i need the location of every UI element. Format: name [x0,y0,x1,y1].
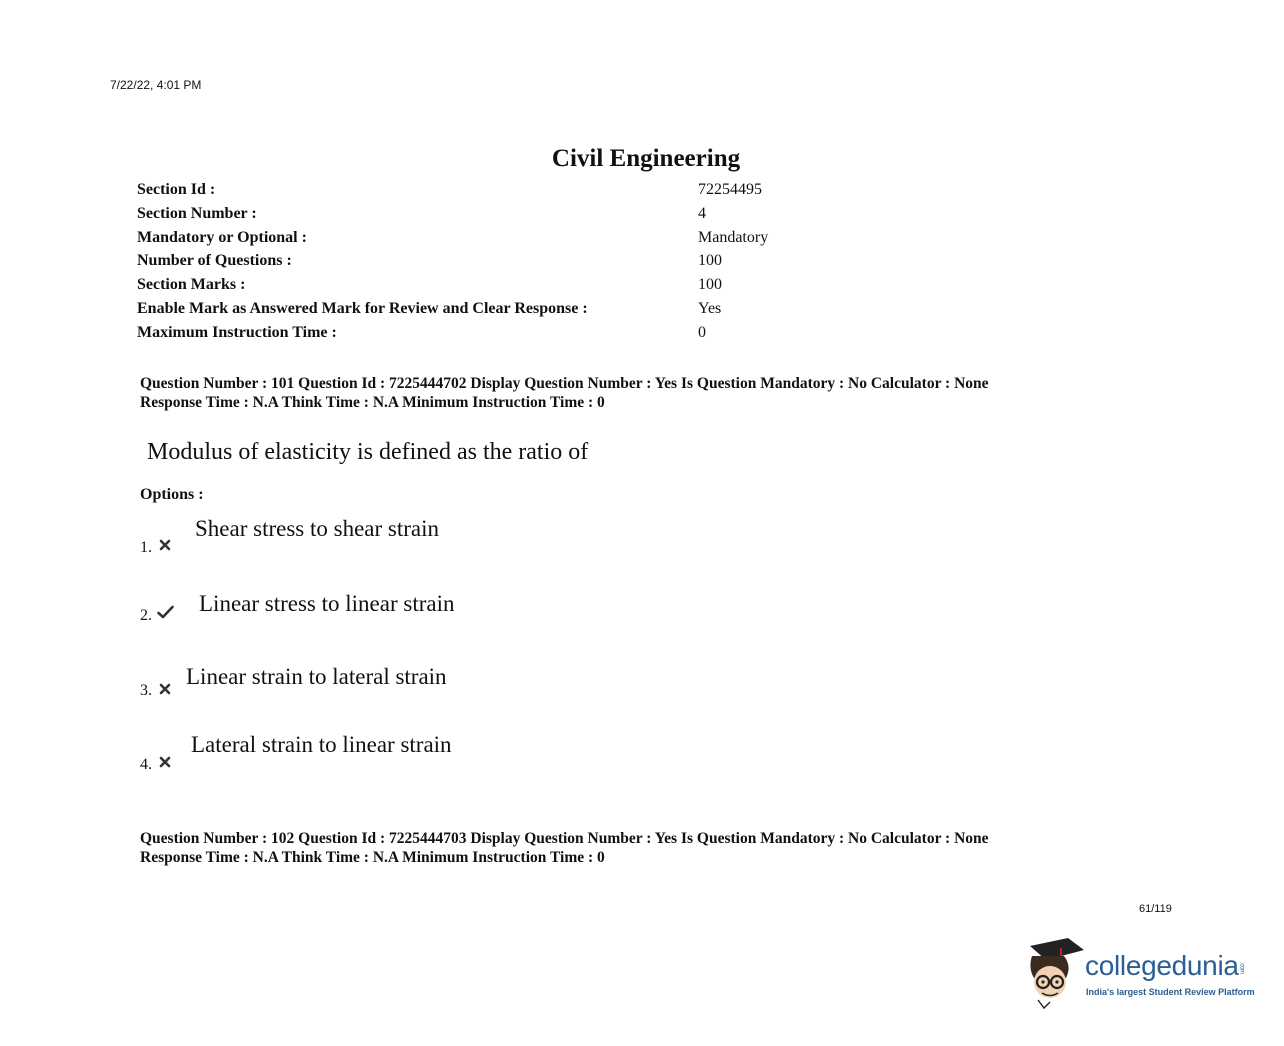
option-text: Lateral strain to linear strain [191,732,452,757]
num-questions-value: 100 [698,252,722,269]
cross-icon [159,538,171,556]
max-instruction-value: 0 [698,324,706,341]
cross-icon [159,755,171,773]
logo-wordmark [1085,950,1245,982]
option-number: 1. [140,539,152,556]
check-icon [157,605,174,624]
mandatory-value: Mandatory [698,229,769,246]
question-meta-line: Question Number : 102 Question Id : 7225444703 Display Question Number : Yes Is Question Mandatory : No Calculator : None [140,830,989,847]
logo-mascot-icon [1024,938,1086,1015]
section-id-value: 72254495 [698,181,762,198]
max-instruction-label: Maximum Instruction Time : [137,324,337,341]
mandatory-label: Mandatory or Optional : [137,229,307,246]
enable-mark-label: Enable Mark as Answered Mark for Review and Clear Response : [137,300,588,317]
options-label: Options : [140,486,204,503]
question-text: Modulus of elasticity is defined as the ratio of [147,439,589,465]
question-meta-line: Response Time : N.A Think Time : N.A Minimum Instruction Time : 0 [140,394,605,411]
question-meta-line: Response Time : N.A Think Time : N.A Minimum Instruction Time : 0 [140,849,605,866]
option-text: Shear stress to shear strain [195,516,439,541]
print-timestamp: 7/22/22, 4:01 PM [110,78,202,92]
section-number-label: Section Number : [137,205,257,222]
section-title: Civil Engineering [551,145,741,172]
section-id-label: Section Id : [137,181,216,198]
num-questions-label: Number of Questions : [137,252,292,269]
section-marks-label: Section Marks : [137,276,246,293]
cross-icon [159,682,171,700]
option-number: 2. [140,607,152,624]
logo-tagline: India's largest Student Review Platform [1086,987,1255,997]
section-number-value: 4 [698,205,706,222]
logo-name-text: collegedunia [1085,950,1239,981]
option-text: Linear strain to lateral strain [186,664,447,689]
section-marks-value: 100 [698,276,722,293]
enable-mark-value: Yes [698,300,722,317]
option-number: 4. [140,756,152,773]
logo-suffix: .com [1238,961,1245,974]
option-number: 3. [140,682,152,699]
option-text: Linear stress to linear strain [199,591,455,616]
page-number: 61/119 [1139,903,1172,915]
question-meta-line: Question Number : 101 Question Id : 7225444702 Display Question Number : Yes Is Question Mandatory : No Calculator : None [140,375,989,392]
